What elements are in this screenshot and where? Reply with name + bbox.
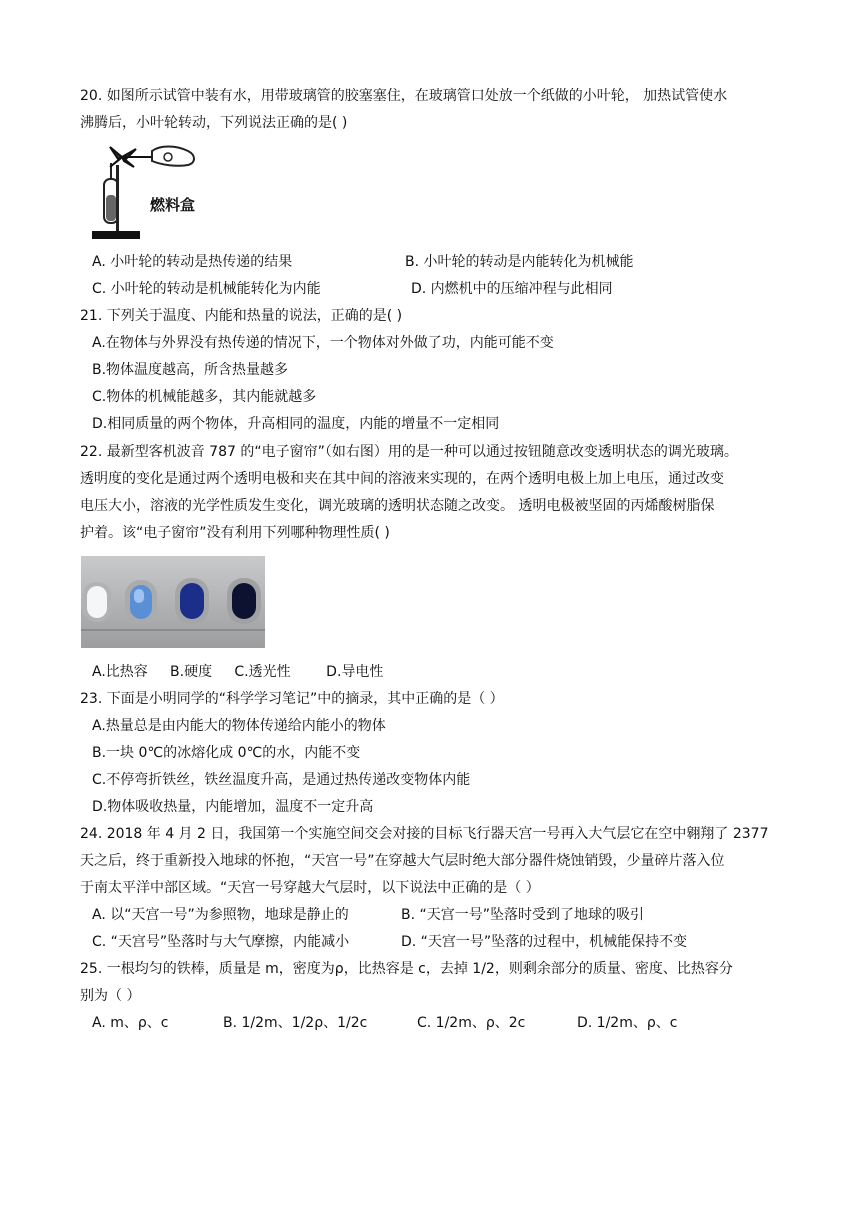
q20-option-a: A. 小叶轮的转动是热传递的结果: [92, 254, 293, 270]
q24-option-a: A. 以“天宫一号”为参照物，地球是静止的: [92, 907, 349, 923]
q23-option-c: C.不停弯折铁丝，铁丝温度升高，是通过热传递改变物体内能: [92, 772, 471, 788]
q21-option-c: C.物体的机械能越多，其内能就越多: [92, 389, 317, 405]
q20-stem-line1: 20. 如图所示试管中装有水，用带玻璃管的胶塞塞住，在玻璃管口处放一个纸做的小叶轮， 加热试管使水: [80, 88, 728, 104]
q21-option-d: D.相同质量的两个物体，升高相同的温度，内能的增量不一定相同: [92, 416, 500, 432]
q24-stem-line3: 于南太平洋中部区域。“天宫一号穿越大气层时，以下说法中正确的是（ ）: [80, 880, 540, 896]
q23-option-a: A.热量总是由内能大的物体传递给内能小的物体: [92, 718, 386, 734]
q24-option-b: B. “天宫一号”坠落时受到了地球的吸引: [401, 907, 645, 923]
q23-option-b: B.一块 0℃的冰熔化成 0℃的水，内能不变: [92, 745, 361, 761]
q25-stem-line1: 25. 一根均匀的铁棒，质量是 m，密度为ρ，比热容是 c，去掉 1/2，则剩余部分的质量、密度、比热容分: [80, 961, 733, 977]
q24-stem-line1: 24. 2018 年 4 月 2 日，我国第一个实施空间交会对接的目标飞行器天宫一号再入大气层它在空中翱翔了 2377: [80, 826, 769, 842]
q21-option-a: A.在物体与外界没有热传递的情况下，一个物体对外做了功，内能可能不变: [92, 335, 554, 351]
q20-stem-line2: 沸腾后，小叶轮转动，下列说法正确的是( ): [80, 115, 348, 131]
q24-option-c: C. “天宫号”坠落时与大气摩擦，内能减小: [92, 934, 350, 950]
test-tube-pinwheel-figure: [88, 143, 208, 243]
airplane-windows-photo: [81, 556, 265, 648]
q20-option-b: B. 小叶轮的转动是内能转化为机械能: [405, 254, 634, 270]
q22-stem-line3: 电压大小，溶液的光学性质发生变化，调光玻璃的透明状态随之改变。 透明电极被坚固的丙烯酸树脂保: [80, 498, 715, 514]
q20-option-c: C. 小叶轮的转动是机械能转化为内能: [92, 281, 321, 297]
q24-option-d: D. “天宫一号”坠落的过程中，机械能保持不变: [401, 934, 688, 950]
q21-option-b: B.物体温度越高，所含热量越多: [92, 362, 289, 378]
q22-stem-line2: 透明度的变化是通过两个透明电极和夹在其中间的溶液来实现的，在两个透明电极上加上电压，通过改变: [80, 471, 724, 487]
q24-stem-line2: 天之后，终于重新投入地球的怀抱，“天宫一号”在穿越大气层时绝大部分器件烧蚀销毁，少量碎片落入位: [80, 853, 725, 869]
q25-option-a: A. m、ρ、c: [92, 1015, 169, 1031]
q23-stem: 23. 下面是小明同学的“科学学习笔记”中的摘录，其中正确的是（ ）: [80, 691, 504, 707]
q25-stem-line2: 别为（ ）: [80, 988, 141, 1004]
fuel-box-label: 燃料盒: [150, 196, 196, 214]
q25-option-d: D. 1/2m、ρ、c: [577, 1015, 678, 1031]
q25-option-b: B. 1/2m、1/2ρ、1/2c: [223, 1015, 368, 1031]
q22-options: A.比热容 B.硬度 C.透光性 D.导电性: [92, 664, 384, 680]
q22-stem-line4: 护着。该“电子窗帘”没有利用下列哪种物理性质( ): [80, 525, 390, 541]
q20-option-d: D. 内燃机中的压缩冲程与此相同: [411, 281, 613, 297]
q23-option-d: D.物体吸收热量，内能增加，温度不一定升高: [92, 799, 374, 815]
q21-stem: 21. 下列关于温度、内能和热量的说法，正确的是( ): [80, 308, 403, 324]
q25-option-c: C. 1/2m、ρ、2c: [417, 1015, 526, 1031]
q22-stem-line1: 22. 最新型客机波音 787 的“电子窗帘”（如右图）用的是一种可以通过按钮随意改变透明状态的调光玻璃。: [80, 444, 738, 460]
